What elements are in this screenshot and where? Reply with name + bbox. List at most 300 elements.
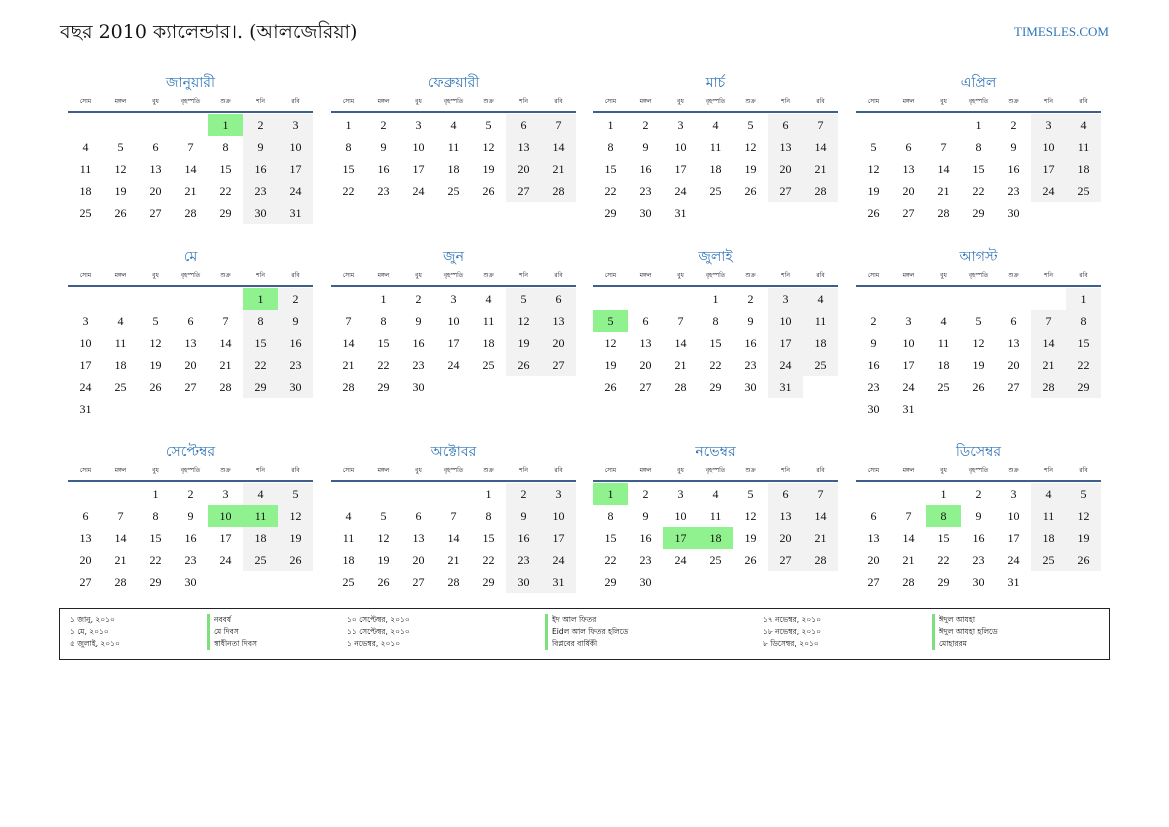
weekday-label: রবি: [554, 98, 563, 105]
day-cell: 23: [639, 184, 652, 198]
weekday-label: বুধ: [677, 98, 684, 105]
month-block: [856, 246, 1101, 420]
weekday-label: সোম: [867, 467, 880, 474]
legend-holiday-name: Eidল আল ফিতর হলিডে: [545, 626, 628, 638]
day-cell: 26: [972, 380, 985, 394]
empty-day-cell: [926, 114, 961, 136]
day-cell: 31: [1007, 575, 1020, 589]
day-cell: 18: [447, 162, 460, 176]
day-cell: 30: [412, 380, 425, 394]
month-name: ফেব্রুয়ারী: [427, 75, 480, 91]
weekday-label: শুক্র: [1008, 467, 1019, 474]
weekday-label: বৃহস্পতি: [705, 272, 726, 279]
day-cell: 17: [1031, 158, 1066, 180]
day-cell: 8: [152, 509, 159, 523]
day-cell: 27: [541, 354, 576, 376]
day-cell: 5: [117, 140, 124, 154]
day-cell: 19: [867, 184, 880, 198]
month-name: সেপ্টেম্বর: [165, 444, 216, 460]
weekday-label: বৃহস্পতি: [705, 98, 726, 105]
weekday-header: [856, 463, 1101, 482]
day-cell: 19: [149, 358, 162, 372]
day-cell: 28: [184, 206, 197, 220]
weekday-label: শুক্র: [483, 98, 494, 105]
day-cell: 25: [937, 380, 950, 394]
day-cell: 5: [152, 314, 159, 328]
day-grid: [593, 483, 838, 593]
weekday-label: শনি: [519, 467, 528, 474]
day-cell: 28: [219, 380, 232, 394]
day-cell: 9: [506, 505, 541, 527]
day-cell: 8: [1066, 310, 1101, 332]
weekday-label: শুক্র: [1008, 98, 1019, 105]
day-cell: 27: [867, 575, 880, 589]
day-cell: 8: [975, 140, 982, 154]
day-cell: 26: [482, 184, 495, 198]
weekday-label: মঙ্গল: [377, 272, 390, 279]
day-cell: 11: [342, 531, 355, 545]
day-cell: 10: [674, 140, 687, 154]
day-cell: 9: [278, 310, 313, 332]
day-cell: 30: [1007, 206, 1020, 220]
weekday-label: মঙ্গল: [902, 98, 915, 105]
legend-holiday-name: ঈদুল আযহা: [932, 614, 998, 626]
day-cell: 26: [506, 354, 541, 376]
day-cell: 11: [1066, 136, 1101, 158]
day-grid: [68, 114, 313, 224]
day-cell: 6: [82, 509, 89, 523]
day-cell: 4: [940, 314, 947, 328]
day-cell: 5: [506, 288, 541, 310]
weekday-label: রবি: [291, 467, 300, 474]
day-cell: 15: [243, 332, 278, 354]
empty-day-cell: [68, 114, 103, 136]
day-cell: 5: [975, 314, 982, 328]
weekday-label: শুক্র: [483, 467, 494, 474]
day-cell: 2: [642, 487, 649, 501]
weekday-label: শুক্র: [483, 272, 494, 279]
weekday-label: শনি: [1044, 98, 1053, 105]
day-cell: 10: [278, 136, 313, 158]
legend-holiday-name: মোহাররম: [932, 638, 998, 650]
empty-day-cell: [961, 288, 996, 310]
day-cell: 1: [152, 487, 159, 501]
legend-date: ১৮ নভেম্বর, ২০১০: [763, 627, 822, 636]
weekday-label: বুধ: [940, 467, 947, 474]
day-cell: 12: [278, 505, 313, 527]
day-cell: 4: [82, 140, 89, 154]
weekday-label: শনি: [256, 272, 265, 279]
day-cell: 22: [604, 184, 617, 198]
weekday-label: সোম: [79, 98, 92, 105]
day-cell: 15: [972, 162, 985, 176]
month-block: [331, 441, 576, 593]
day-cell: 20: [506, 158, 541, 180]
day-cell: 19: [278, 527, 313, 549]
day-cell: 10: [541, 505, 576, 527]
day-cell: 27: [79, 575, 92, 589]
day-cell: 13: [79, 531, 92, 545]
day-cell: 3: [222, 487, 229, 501]
holiday-day-cell: 1: [208, 114, 243, 136]
legend-holiday-name: নববর্ষ: [207, 614, 257, 626]
holiday-day-cell: 1: [593, 483, 628, 505]
day-grid: [331, 114, 576, 202]
month-block: [856, 441, 1101, 593]
empty-day-cell: [331, 483, 366, 505]
day-cell: 3: [541, 483, 576, 505]
empty-day-cell: [103, 288, 138, 310]
day-cell: 28: [803, 549, 838, 571]
day-cell: 8: [345, 140, 352, 154]
legend-date: ৫ জুলাই, ২০১০: [70, 639, 120, 648]
weekday-label: সোম: [867, 272, 880, 279]
day-cell: 5: [747, 118, 754, 132]
weekday-label: শুক্র: [220, 98, 231, 105]
day-cell: 8: [243, 310, 278, 332]
day-cell: 26: [744, 184, 757, 198]
day-cell: 24: [674, 553, 687, 567]
weekday-label: বুধ: [415, 98, 422, 105]
day-cell: 24: [219, 553, 232, 567]
day-cell: 3: [1010, 487, 1017, 501]
day-cell: 9: [870, 336, 877, 350]
day-cell: 1: [1066, 288, 1101, 310]
day-cell: 21: [447, 553, 460, 567]
holiday-day-cell: 18: [698, 527, 733, 549]
weekday-label: বৃহস্পতি: [443, 272, 464, 279]
day-cell: 7: [677, 314, 684, 328]
day-cell: 23: [278, 354, 313, 376]
day-cell: 18: [243, 527, 278, 549]
day-cell: 22: [604, 553, 617, 567]
day-cell: 25: [709, 553, 722, 567]
day-cell: 8: [712, 314, 719, 328]
day-cell: 16: [377, 162, 390, 176]
day-cell: 15: [219, 162, 232, 176]
day-cell: 16: [744, 336, 757, 350]
holiday-day-cell: 17: [663, 527, 698, 549]
month-block: [68, 441, 313, 593]
legend-date: ১১ সেপ্টেম্বর, ২০১০: [347, 627, 410, 636]
day-cell: 2: [642, 118, 649, 132]
day-cell: 26: [278, 549, 313, 571]
day-cell: 7: [803, 114, 838, 136]
day-cell: 21: [1031, 354, 1066, 376]
day-cell: 5: [485, 118, 492, 132]
day-cell: 14: [674, 336, 687, 350]
day-cell: 31: [768, 376, 803, 398]
weekday-label: বৃহস্পতি: [443, 98, 464, 105]
day-cell: 13: [768, 136, 803, 158]
weekday-label: মঙ্গল: [377, 98, 390, 105]
day-cell: 10: [902, 336, 915, 350]
day-cell: 25: [447, 184, 460, 198]
day-cell: 13: [768, 505, 803, 527]
day-cell: 10: [1007, 509, 1020, 523]
month-block: [856, 72, 1101, 224]
empty-day-cell: [366, 483, 401, 505]
day-cell: 23: [867, 380, 880, 394]
day-cell: 26: [744, 553, 757, 567]
day-cell: 18: [1031, 527, 1066, 549]
day-cell: 2: [1010, 118, 1017, 132]
day-cell: 15: [604, 162, 617, 176]
day-cell: 2: [380, 118, 387, 132]
weekday-label: রবি: [1079, 467, 1088, 474]
day-cell: 31: [674, 206, 687, 220]
empty-day-cell: [208, 288, 243, 310]
day-cell: 21: [803, 158, 838, 180]
day-cell: 6: [870, 509, 877, 523]
day-cell: 14: [342, 336, 355, 350]
day-cell: 30: [184, 575, 197, 589]
day-cell: 14: [1031, 332, 1066, 354]
day-cell: 3: [905, 314, 912, 328]
weekday-header: [68, 463, 313, 482]
day-cell: 12: [744, 509, 757, 523]
day-cell: 29: [482, 575, 495, 589]
weekday-header: [68, 94, 313, 113]
day-cell: 27: [412, 575, 425, 589]
day-cell: 14: [219, 336, 232, 350]
day-cell: 21: [937, 184, 950, 198]
day-cell: 3: [677, 118, 684, 132]
day-cell: 14: [937, 162, 950, 176]
weekday-label: বুধ: [677, 272, 684, 279]
day-cell: 23: [184, 553, 197, 567]
weekday-label: বৃহস্পতি: [180, 467, 201, 474]
day-cell: 29: [709, 380, 722, 394]
empty-day-cell: [856, 288, 891, 310]
day-cell: 13: [412, 531, 425, 545]
day-cell: 29: [604, 575, 617, 589]
day-cell: 16: [867, 358, 880, 372]
weekday-label: বুধ: [940, 98, 947, 105]
day-cell: 28: [803, 180, 838, 202]
day-cell: 22: [149, 553, 162, 567]
legend-date: ১ জানু, ২০১০: [70, 615, 115, 624]
day-cell: 3: [415, 118, 422, 132]
day-cell: 2: [870, 314, 877, 328]
month-name: আগস্ট: [959, 249, 998, 265]
day-cell: 14: [803, 505, 838, 527]
day-cell: 2: [187, 487, 194, 501]
day-cell: 10: [412, 140, 425, 154]
month-block: [68, 72, 313, 224]
day-cell: 15: [377, 336, 390, 350]
weekday-label: বুধ: [677, 467, 684, 474]
day-cell: 17: [219, 531, 232, 545]
day-cell: 27: [1007, 380, 1020, 394]
day-cell: 18: [1066, 158, 1101, 180]
day-cell: 22: [219, 184, 232, 198]
day-cell: 9: [1010, 140, 1017, 154]
day-cell: 12: [114, 162, 127, 176]
weekday-label: বুধ: [152, 467, 159, 474]
empty-day-cell: [926, 288, 961, 310]
day-cell: 20: [902, 184, 915, 198]
month-block: [593, 441, 838, 593]
day-cell: 21: [674, 358, 687, 372]
month-name: এপ্রিল: [960, 75, 997, 91]
month-block: [331, 246, 576, 398]
day-cell: 21: [342, 358, 355, 372]
day-cell: 10: [1031, 136, 1066, 158]
legend-date: ৮ ডিসেম্বর, ২০১০: [763, 639, 819, 648]
holiday-day-cell: 1: [243, 288, 278, 310]
empty-day-cell: [331, 288, 366, 310]
day-cell: 23: [744, 358, 757, 372]
day-grid: [68, 288, 313, 420]
day-cell: 19: [377, 553, 390, 567]
weekday-label: বুধ: [415, 272, 422, 279]
day-cell: 12: [972, 336, 985, 350]
weekday-label: শনি: [256, 98, 265, 105]
empty-day-cell: [103, 114, 138, 136]
day-cell: 24: [1007, 553, 1020, 567]
day-cell: 17: [1007, 531, 1020, 545]
weekday-label: সোম: [604, 98, 617, 105]
weekday-label: মঙ্গল: [114, 98, 127, 105]
day-cell: 16: [278, 332, 313, 354]
weekday-label: রবি: [554, 467, 563, 474]
day-cell: 18: [114, 358, 127, 372]
day-cell: 11: [937, 336, 950, 350]
day-cell: 19: [1066, 527, 1101, 549]
day-cell: 26: [1066, 549, 1101, 571]
weekday-label: শুক্র: [1008, 272, 1019, 279]
month-name: নভেম্বর: [695, 444, 736, 460]
weekday-label: বৃহস্পতি: [968, 467, 989, 474]
legend-date: ১ নভেম্বর, ২০১০: [347, 639, 401, 648]
day-cell: 20: [184, 358, 197, 372]
month-block: [331, 72, 576, 202]
day-cell: 6: [187, 314, 194, 328]
empty-day-cell: [103, 483, 138, 505]
day-cell: 30: [744, 380, 757, 394]
day-cell: 17: [79, 358, 92, 372]
empty-day-cell: [173, 114, 208, 136]
day-cell: 27: [639, 380, 652, 394]
day-cell: 22: [482, 553, 495, 567]
day-cell: 2: [278, 288, 313, 310]
day-cell: 30: [243, 202, 278, 224]
day-cell: 13: [902, 162, 915, 176]
weekday-label: সোম: [79, 467, 92, 474]
empty-day-cell: [996, 288, 1031, 310]
day-cell: 27: [506, 180, 541, 202]
weekday-label: সোম: [867, 98, 880, 105]
day-cell: 19: [972, 358, 985, 372]
empty-day-cell: [628, 288, 663, 310]
day-cell: 13: [867, 531, 880, 545]
day-cell: 22: [972, 184, 985, 198]
day-cell: 20: [639, 358, 652, 372]
day-cell: 19: [744, 531, 757, 545]
day-cell: 26: [149, 380, 162, 394]
legend-date: ১৭ নভেম্বর, ২০১০: [763, 615, 822, 624]
day-cell: 7: [1031, 310, 1066, 332]
month-name: মার্চ: [705, 75, 726, 91]
day-cell: 23: [377, 184, 390, 198]
day-cell: 25: [1066, 180, 1101, 202]
month-block: [593, 246, 838, 398]
day-cell: 8: [607, 140, 614, 154]
day-cell: 16: [639, 162, 652, 176]
day-cell: 7: [117, 509, 124, 523]
day-cell: 24: [79, 380, 92, 394]
weekday-label: রবি: [554, 272, 563, 279]
day-cell: 27: [184, 380, 197, 394]
weekday-label: বৃহস্পতি: [705, 467, 726, 474]
weekday-label: শুক্র: [745, 467, 756, 474]
legend-date: ১ মে, ২০১০: [70, 627, 109, 636]
day-grid: [593, 288, 838, 398]
day-cell: 2: [747, 292, 754, 306]
day-cell: 5: [380, 509, 387, 523]
day-cell: 18: [482, 336, 495, 350]
day-cell: 11: [447, 140, 460, 154]
weekday-label: শনি: [1044, 467, 1053, 474]
day-cell: 20: [867, 553, 880, 567]
month-name: জুলাই: [698, 249, 733, 265]
weekday-label: মঙ্গল: [639, 272, 652, 279]
day-cell: 9: [975, 509, 982, 523]
day-cell: 9: [380, 140, 387, 154]
day-cell: 21: [541, 158, 576, 180]
day-cell: 31: [278, 202, 313, 224]
day-cell: 28: [1031, 376, 1066, 398]
day-cell: 19: [604, 358, 617, 372]
day-cell: 4: [1031, 483, 1066, 505]
weekday-label: শুক্র: [220, 272, 231, 279]
day-cell: 12: [604, 336, 617, 350]
day-cell: 12: [482, 140, 495, 154]
site-link[interactable]: TIMESLES.COM: [1014, 24, 1109, 39]
weekday-label: শনি: [256, 467, 265, 474]
day-cell: 20: [149, 184, 162, 198]
weekday-header: [593, 463, 838, 482]
day-grid: [593, 114, 838, 224]
day-cell: 23: [412, 358, 425, 372]
day-cell: 6: [642, 314, 649, 328]
weekday-header: [331, 463, 576, 482]
weekday-label: শুক্র: [220, 467, 231, 474]
legend-dates-col-2: [347, 614, 410, 650]
day-cell: 12: [744, 140, 757, 154]
day-cell: 20: [541, 332, 576, 354]
empty-day-cell: [891, 288, 926, 310]
day-cell: 24: [674, 184, 687, 198]
weekday-label: সোম: [79, 272, 92, 279]
day-cell: 16: [412, 336, 425, 350]
day-cell: 16: [639, 531, 652, 545]
day-cell: 10: [768, 310, 803, 332]
day-cell: 4: [712, 487, 719, 501]
weekday-label: রবি: [1079, 98, 1088, 105]
weekday-label: শনি: [1044, 272, 1053, 279]
day-cell: 7: [803, 483, 838, 505]
day-cell: 30: [506, 571, 541, 593]
day-cell: 9: [243, 136, 278, 158]
day-cell: 18: [803, 332, 838, 354]
day-grid: [856, 288, 1101, 420]
day-cell: 17: [902, 358, 915, 372]
holiday-day-cell: 8: [926, 505, 961, 527]
day-cell: 17: [412, 162, 425, 176]
empty-day-cell: [138, 288, 173, 310]
